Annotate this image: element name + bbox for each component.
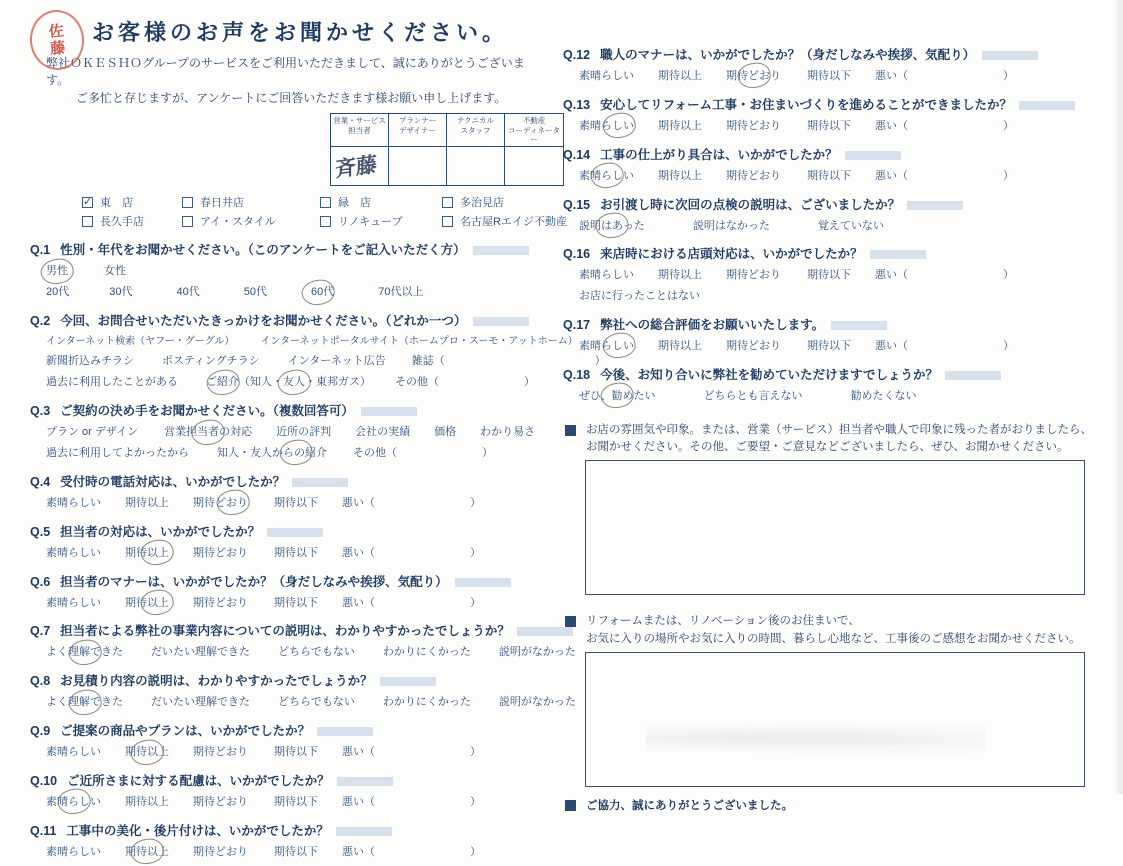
option: 素晴らしい <box>46 496 101 509</box>
answer-options-line <box>579 268 1093 283</box>
option: だいたい理解できた <box>151 646 250 659</box>
option: プラン or デザイン <box>46 426 139 439</box>
question-title <box>563 45 1093 63</box>
question-number: Q.10 <box>30 773 58 788</box>
option-circled: 期待以上 <box>125 546 169 559</box>
option-circled: 知人・友人からの紹介 <box>217 447 327 460</box>
option: 説明はなかった <box>692 219 770 232</box>
option: 期待どおり <box>193 845 248 858</box>
option: 悪い（ <box>875 70 908 82</box>
option-circled: よく理解できた <box>46 696 123 709</box>
answer-options-line <box>46 645 576 660</box>
option: 悪い（ <box>342 546 375 559</box>
option: ） <box>1003 269 1014 282</box>
option: 期待どおり <box>726 169 781 182</box>
option: ） <box>1003 119 1014 132</box>
option: 50代 <box>243 286 267 299</box>
option: わかりにくかった <box>382 646 471 659</box>
question-number: Q.16 <box>563 247 591 262</box>
option: ） <box>470 746 481 759</box>
option: 素晴らしい <box>46 845 101 858</box>
highlight-bar <box>945 371 1001 380</box>
comment-label-line: リフォームまたは、リノベーション後のお住まいで、 <box>586 615 860 628</box>
intro-text <box>30 55 545 107</box>
staff-column-header: テクニカル スタッフ <box>447 114 505 146</box>
closing-text: ご協力、誠にありがとうございました。 <box>586 799 793 812</box>
option: ） <box>594 355 606 368</box>
option: ・東邦ガス） <box>305 376 371 389</box>
answer-options-line <box>579 69 1093 84</box>
answer-options-line <box>46 354 606 369</box>
option: ） <box>470 496 481 509</box>
question-text: 職人のマナーは、いかがでしたか？（身だしなみや挨拶、気配り） <box>600 48 976 62</box>
option: 期待以下 <box>274 496 318 509</box>
option: ） <box>470 845 481 858</box>
option: 期待以上 <box>658 340 702 353</box>
store-checkboxes <box>82 194 567 229</box>
comment-label <box>563 613 1093 648</box>
option: わかりにくかった <box>382 696 471 709</box>
option: 期待どおり <box>193 795 248 808</box>
option: 期待以下 <box>274 596 318 609</box>
answer-options-line <box>46 795 545 810</box>
intro-line-1: 弊社ＯＫＥＳＨＯグループのサービスをご利用いただきまして、誠にありがとうございます。 <box>46 56 525 88</box>
question-number: Q.3 <box>30 404 51 419</box>
staff-table-cell <box>505 147 563 185</box>
option-circled: 期待以上 <box>125 845 169 858</box>
comment-label-lines <box>586 613 1081 648</box>
question-number: Q.4 <box>30 474 51 489</box>
highlight-bar <box>380 677 436 686</box>
answer-options-line <box>46 745 545 760</box>
question-number: Q.12 <box>563 48 591 62</box>
question-text: ご提案の商品やプランは、いかがでしたか？ <box>60 724 311 739</box>
store-checkbox-item <box>182 194 320 210</box>
highlight-bar <box>870 250 926 259</box>
option: 期待以上 <box>658 70 702 82</box>
staff-column-header: 不動産 コーディネーター <box>508 116 560 144</box>
answer-options-line <box>579 339 1093 354</box>
red-hanko-stamp: 佐藤 <box>27 8 86 72</box>
highlight-bar <box>455 578 511 587</box>
question-text: 受付時の電話対応は、いかがでしたか？ <box>60 474 286 489</box>
option: 過去に利用してよかったから <box>46 447 189 460</box>
question-text: 弊社への総合評価をお願いいたします。 <box>600 318 825 333</box>
option: 悪い（ <box>875 119 908 132</box>
option: 新聞折込みチラシ <box>46 355 134 368</box>
question-Q.5 <box>30 522 545 561</box>
option-circled: 期待どおり <box>726 70 781 82</box>
question-Q.16 <box>563 244 1093 304</box>
option: 期待どおり <box>726 269 781 282</box>
store-checkbox-item <box>320 213 442 229</box>
option-circled: 友人 <box>283 376 305 389</box>
question-Q.18 <box>563 365 1093 404</box>
answer-options-line <box>579 289 1093 304</box>
comment-label-line: お聞かせください。その他、ご要望・ご意見などございましたら、ぜひ、お聞かせください。 <box>586 441 1069 453</box>
question-title <box>30 522 545 540</box>
store-label: 春日井店 <box>200 197 244 210</box>
question-Q.9 <box>30 721 545 760</box>
question-text: ご契約の決め手をお聞かせください。（複数回答可） <box>60 404 354 419</box>
checkbox-icon <box>320 197 331 208</box>
page-title: お客様のお声をお聞かせください。 <box>92 20 509 45</box>
option: 説明がなかった <box>498 646 576 659</box>
store-checkbox-item <box>320 194 442 210</box>
question-title <box>563 145 1093 163</box>
option: 70代以上 <box>378 286 424 299</box>
highlight-bar <box>845 151 901 160</box>
option: その他（ <box>395 376 439 389</box>
question-Q.17 <box>563 315 1093 354</box>
question-Q.13 <box>563 95 1093 134</box>
option: 期待以上 <box>658 269 702 282</box>
option: 期待どおり <box>193 546 248 559</box>
highlight-bar <box>267 528 323 537</box>
highlight-bar <box>982 51 1038 60</box>
option: （知人・ <box>239 376 283 389</box>
option: お店に行ったことはない <box>579 290 700 303</box>
option: 期待どおり <box>193 596 248 609</box>
checkbox-icon <box>442 216 453 227</box>
answer-options-line <box>46 496 545 511</box>
answer-options-line <box>46 375 545 390</box>
question-text: 来店時における店頭対応は、いかがでしたか？ <box>600 247 863 262</box>
option: 期待以下 <box>274 845 318 858</box>
checkbox-icon <box>82 216 93 227</box>
answer-options-line <box>46 264 545 279</box>
highlight-bar <box>336 827 392 836</box>
option-circled: ぜひ、勧めたい <box>579 389 656 402</box>
question-number: Q.6 <box>30 574 51 589</box>
option: 悪い（ <box>342 845 375 858</box>
highlight-bar <box>337 777 393 786</box>
option: 素晴らしい <box>46 746 101 759</box>
comment-sections <box>563 422 1093 787</box>
highlight-bar <box>907 201 963 210</box>
store-label: 東 店 <box>100 197 133 210</box>
answer-options-line <box>46 596 545 611</box>
option: 雑誌（ <box>411 355 445 368</box>
option: 覚えていない <box>817 219 884 232</box>
comment-section-1 <box>563 422 1093 596</box>
comment-label <box>563 422 1093 457</box>
checkbox-icon <box>182 197 193 208</box>
comment-label-lines <box>586 422 1092 457</box>
highlight-bar <box>317 727 373 736</box>
staff-table-body <box>331 147 563 185</box>
question-Q.10 <box>30 771 545 810</box>
staff-table-cell <box>447 147 505 185</box>
question-number: Q.11 <box>30 823 57 838</box>
option: 悪い（ <box>342 795 375 808</box>
question-text: 担当者の対応は、いかがでしたか？ <box>60 524 261 539</box>
option: 悪い（ <box>342 496 375 509</box>
question-title <box>563 244 1093 262</box>
staff-column-header: 営業・サービス 担当者 <box>331 114 389 146</box>
option: 素晴らしい <box>579 70 634 82</box>
answer-options-line <box>46 845 545 860</box>
highlight-bar <box>831 321 887 330</box>
question-number: Q.1 <box>30 243 51 258</box>
answer-options-line <box>579 219 1093 234</box>
highlight-bar <box>361 407 417 416</box>
question-title <box>30 721 545 739</box>
option: ） <box>524 376 535 389</box>
option: わかり易さ <box>480 426 536 439</box>
option: 期待どおり <box>193 746 248 759</box>
handwritten-name: 斉藤 <box>335 151 377 182</box>
answer-options-line <box>46 546 545 561</box>
question-title <box>30 671 545 689</box>
option-circled: 期待以上 <box>125 596 169 609</box>
option: インターネットポータルサイト（ホームプロ・スーモ・アットホーム） <box>260 335 578 347</box>
question-text: 担当者による弊社の事業内容についての説明は、わかりやすかったでしょうか？ <box>60 624 510 639</box>
square-bullet-icon <box>565 616 576 627</box>
option: インターネット広告 <box>287 355 386 368</box>
question-Q.15 <box>563 195 1093 234</box>
question-text: 工事の仕上がり具合は、いかがでしたか？ <box>600 147 838 162</box>
option: 女性 <box>104 265 126 278</box>
checkbox-icon <box>442 197 453 208</box>
answer-options-line <box>46 425 545 440</box>
option: 期待以下 <box>807 169 851 182</box>
question-title <box>30 771 545 789</box>
store-label: 名古屋Rエイジ不動産 <box>460 216 567 229</box>
staff-table-cell <box>389 147 447 185</box>
question-text: 今回、お問合せいただいたきっかけをお聞かせください。（どれか一つ） <box>60 313 467 328</box>
option: 近所の評判 <box>276 426 332 439</box>
question-text: ご近所さまに対する配慮は、いかがでしたか？ <box>67 773 330 788</box>
question-title <box>30 821 545 839</box>
option: 20代 <box>46 286 70 299</box>
question-number: Q.17 <box>563 318 591 333</box>
intro-line-2: ご多忙と存じますが、アンケートにご回答いただきます様お願い申し上げます。 <box>76 90 507 105</box>
option: 勧めたくない <box>850 389 917 402</box>
option: ） <box>470 596 481 609</box>
option-circled: 60代 <box>311 286 335 299</box>
staff-table-header <box>331 114 563 147</box>
option: 期待以下 <box>274 795 318 808</box>
answer-options-line <box>579 169 1093 184</box>
option: 悪い（ <box>342 746 375 759</box>
option-circled: 説明はあった <box>579 219 645 232</box>
square-bullet-icon <box>565 425 576 436</box>
comment-writein-box <box>585 652 1085 787</box>
option-circled: 素晴らしい <box>579 119 634 132</box>
answer-options-line <box>46 695 576 710</box>
option: だいたい理解できた <box>151 696 250 709</box>
checkbox-icon <box>320 216 331 227</box>
option-circled: 期待どおり <box>193 496 248 509</box>
question-title <box>30 401 545 419</box>
option: 素晴らしい <box>46 546 101 559</box>
option: 期待以上 <box>125 795 169 808</box>
question-number: Q.13 <box>563 97 591 112</box>
question-text: 担当者のマナーは、いかがでしたか？（身だしなみや挨拶、気配り） <box>60 574 448 589</box>
option: どちらとも言えない <box>703 389 803 402</box>
option: 40代 <box>176 286 200 299</box>
option: 期待以下 <box>807 70 851 82</box>
store-label: 緑 店 <box>338 197 371 210</box>
option: ） <box>482 447 493 460</box>
question-Q.4 <box>30 472 545 511</box>
highlight-bar <box>292 478 348 487</box>
option: 期待以上 <box>658 169 702 182</box>
question-number: Q.2 <box>30 313 51 328</box>
option: 説明がなかった <box>498 696 576 709</box>
question-Q.7 <box>30 621 576 660</box>
question-Q.11 <box>30 821 545 860</box>
highlight-bar <box>1019 101 1075 110</box>
option: どちらでもない <box>278 646 355 659</box>
question-number: Q.9 <box>30 724 51 739</box>
question-text: 工事中の美化・後片付けは、いかがでしたか？ <box>66 823 329 838</box>
option: ） <box>1003 169 1014 182</box>
option: 会社の実績 <box>355 426 411 439</box>
questions-right <box>563 45 1093 404</box>
option-circled: 素晴らしい <box>579 169 634 182</box>
question-Q.3 <box>30 401 545 461</box>
option: 悪い（ <box>875 269 908 282</box>
option: どちらでもない <box>278 696 355 709</box>
closing-note <box>563 797 1093 813</box>
highlight-bar <box>473 246 529 255</box>
option: 素晴らしい <box>579 269 634 282</box>
answer-options-line <box>46 335 578 349</box>
answer-options-line <box>46 285 545 300</box>
question-Q.8 <box>30 671 576 710</box>
option: ） <box>470 546 481 559</box>
question-Q.14 <box>563 145 1093 184</box>
store-label: リノキューブ <box>338 216 403 229</box>
right-column <box>545 0 1093 812</box>
answer-options-line <box>579 119 1093 134</box>
question-text: 性別・年代をお聞かせください。（このアンケートをご記入いただく方） <box>60 243 466 258</box>
option: 期待以上 <box>125 496 169 509</box>
checkbox-icon <box>182 216 193 227</box>
staff-table-cell <box>331 147 389 185</box>
question-title <box>30 311 545 329</box>
staff-table <box>330 113 564 186</box>
question-number: Q.8 <box>30 674 51 689</box>
option: ） <box>1003 340 1014 353</box>
question-title <box>30 572 545 590</box>
checkbox-checked-icon: ✓ <box>83 195 93 208</box>
question-title <box>30 621 545 639</box>
option-circled: 期待以上 <box>125 746 169 759</box>
option: 期待以上 <box>658 119 702 132</box>
option: 期待以下 <box>274 546 318 559</box>
option: ） <box>470 795 481 808</box>
option: インターネット検索（ヤフー・グーグル） <box>46 335 235 347</box>
question-text: お見積り内容の説明は、わかりやすかったでしょうか？ <box>60 674 373 689</box>
option: ポスティングチラシ <box>162 355 260 368</box>
option: 30代 <box>109 286 133 299</box>
option-circled: よく理解できた <box>46 646 123 659</box>
store-label: 多治見店 <box>460 197 504 210</box>
question-number: Q.18 <box>563 367 591 382</box>
option: 期待以下 <box>807 119 851 132</box>
option-circled: ご紹介 <box>206 376 239 389</box>
option: 期待以下 <box>807 269 851 282</box>
option: 悪い（ <box>875 340 908 353</box>
question-title <box>30 240 545 258</box>
question-title <box>563 195 1093 213</box>
answer-options-line <box>579 389 1093 404</box>
question-title <box>563 365 1093 383</box>
option: 期待どおり <box>726 119 781 132</box>
staff-column-header: プランナー デザイナー <box>389 114 447 146</box>
answer-options-line <box>46 446 545 461</box>
comment-label-line: お店の雰囲気や印象。または、営業（サービス）担当者や職人で印象に残った者がおりましたら、 <box>586 423 1092 436</box>
comment-writein-box <box>585 460 1085 595</box>
option: 期待以下 <box>807 340 851 353</box>
question-title <box>563 95 1093 113</box>
comment-label-line: お気に入りの場所やお気に入りの時間、暮らし心地など、工事後のご感想をお聞かせください。 <box>586 632 1081 645</box>
store-checkbox-item <box>82 194 182 210</box>
option: 悪い（ <box>342 596 375 609</box>
store-checkbox-item <box>182 213 320 229</box>
option: 素晴らしい <box>46 596 101 609</box>
option: 期待どおり <box>726 340 781 353</box>
square-bullet-icon <box>565 800 576 811</box>
comment-section-2 <box>563 613 1093 787</box>
question-number: Q.14 <box>563 147 591 162</box>
option: その他（ <box>353 447 397 460</box>
option-circled: 男性 <box>46 265 68 278</box>
question-Q.6 <box>30 572 545 611</box>
question-title <box>30 472 545 490</box>
option: 過去に利用したことがある <box>46 376 178 389</box>
question-number: Q.7 <box>30 624 51 639</box>
question-title <box>563 315 1093 333</box>
store-checkbox-item <box>82 213 182 229</box>
highlight-bar <box>473 317 529 326</box>
option: 価格 <box>434 426 457 439</box>
option: 期待以下 <box>274 746 318 759</box>
question-number: Q.15 <box>563 197 591 212</box>
store-label: アイ・スタイル <box>200 216 276 229</box>
question-number: Q.5 <box>30 524 51 539</box>
question-text: 安心してリフォーム工事・お住まいづくりを進めることができましたか？ <box>600 97 1012 112</box>
option-circled: 素晴らしい <box>46 795 101 808</box>
store-label: 長久手店 <box>100 216 144 229</box>
option: ） <box>1003 70 1014 82</box>
question-Q.12 <box>563 45 1093 84</box>
question-Q.1 <box>30 240 545 300</box>
question-text: お引渡し時に次回の点検の説明は、ございましたか？ <box>600 197 901 212</box>
question-text: 今後、お知り合いに弊社を勧めていただけますでしょうか？ <box>600 367 938 382</box>
option: 悪い（ <box>875 169 908 182</box>
option-circled: 素晴らしい <box>579 340 634 353</box>
option-circled: 営業担当者の対応 <box>164 426 253 439</box>
